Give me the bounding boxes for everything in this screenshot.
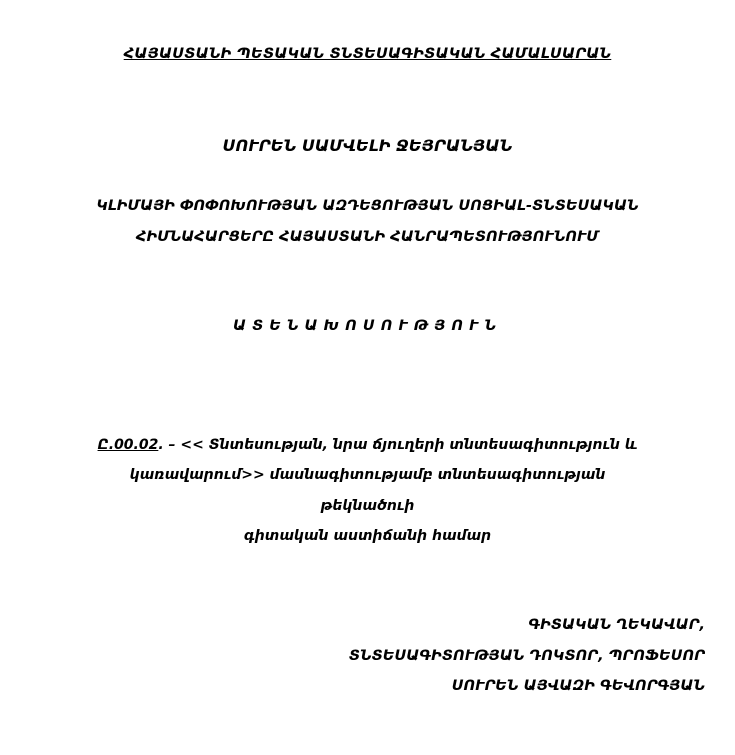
thesis-title-line-1: ԿԼԻՄԱՅԻ ՓՈՓՈԽՈՒԹՅԱՆ ԱԶԴԵՑՈՒԹՅԱՆ ՍՈՑԻԱԼ-ՏՆՏԵՍԱԿԱՆ <box>96 198 639 214</box>
specialty-line-2: կառավարում>> մասնագիտությամբ տնտեսագիտության <box>129 467 606 483</box>
specialty-line-3: թեկնածուի <box>320 498 415 514</box>
author-name: ՍՈՒՐԵՆ ՍԱՄՎԵԼԻ ՋԵՅՐԱՆՅԱՆ <box>222 136 513 155</box>
supervisor-name: ՍՈՒՐԵՆ ԱՅՎԱԶԻ ԳԵՎՈՐԳՅԱՆ <box>451 678 705 694</box>
specialty-line-1-text: . – << Տնտեսության, նրա ճյուղերի տնտեսագիտություն և <box>158 437 638 453</box>
document-type: ԱՏԵՆԱԽՈՍՈՒԹՅՈՒՆ <box>233 318 502 334</box>
specialty-line-4: գիտական աստիճանի համար <box>243 528 492 544</box>
university-name: ՀԱՅԱՍՏԱՆԻ ՊԵՏԱԿԱՆ ՏՆՏԵՍԱԳԻՏԱԿԱՆ ՀԱՄԱԼՍԱՐԱՆ <box>123 46 612 62</box>
thesis-title-line-2: ՀԻՄՆԱՀԱՐՑԵՐԸ ՀԱՅԱՍՏԱՆԻ ՀԱՆՐԱՊԵՏՈՒԹՅՈՒՆՈՒՄ <box>136 229 599 245</box>
supervisor-degree: ՏՆՏԵՍԱԳԻՏՈՒԹՅԱՆ ԴՈԿՏՈՐ, ՊՐՈՖԵՍՈՐ <box>348 648 705 664</box>
specialty-line-1 <box>0 437 735 453</box>
supervisor-role: ԳԻՏԱԿԱՆ ՂԵԿԱՎԱՐ, <box>528 617 705 633</box>
specialty-code: Ը.00.02 <box>97 437 159 453</box>
